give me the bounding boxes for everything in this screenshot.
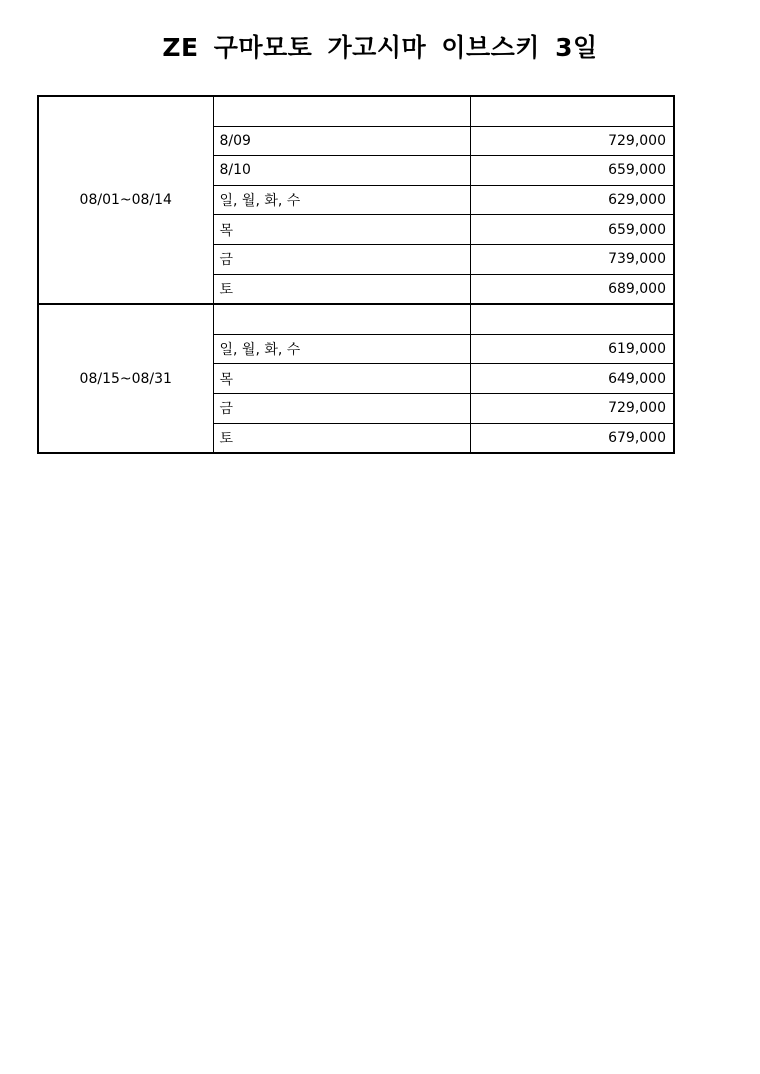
price-cell: 659,000 [470, 215, 674, 245]
day-cell: 금 [213, 393, 470, 423]
price-cell: 689,000 [470, 274, 674, 304]
day-cell [213, 96, 470, 126]
period-cell: 08/01~08/14 [38, 96, 213, 304]
day-cell: 8/09 [213, 126, 470, 156]
price-cell: 629,000 [470, 185, 674, 215]
day-cell: 일, 월, 화, 수 [213, 185, 470, 215]
price-cell: 679,000 [470, 423, 674, 453]
day-cell: 토 [213, 274, 470, 304]
price-cell: 729,000 [470, 126, 674, 156]
period-cell: 08/15~08/31 [38, 304, 213, 453]
table-row [38, 96, 674, 126]
day-cell: 토 [213, 423, 470, 453]
price-cell [470, 304, 674, 334]
price-cell: 659,000 [470, 156, 674, 186]
day-cell: 금 [213, 244, 470, 274]
day-cell: 목 [213, 215, 470, 245]
document-title: ZE 구마모토 가고시마 이브스키 3일 [162, 33, 598, 62]
day-cell: 일, 월, 화, 수 [213, 334, 470, 364]
price-cell: 619,000 [470, 334, 674, 364]
price-cell: 739,000 [470, 244, 674, 274]
day-cell [213, 304, 470, 334]
price-cell: 649,000 [470, 364, 674, 394]
price-cell [470, 96, 674, 126]
day-cell: 목 [213, 364, 470, 394]
price-table [37, 95, 675, 454]
price-cell: 729,000 [470, 393, 674, 423]
day-cell: 8/10 [213, 156, 470, 186]
table-row [38, 304, 674, 334]
